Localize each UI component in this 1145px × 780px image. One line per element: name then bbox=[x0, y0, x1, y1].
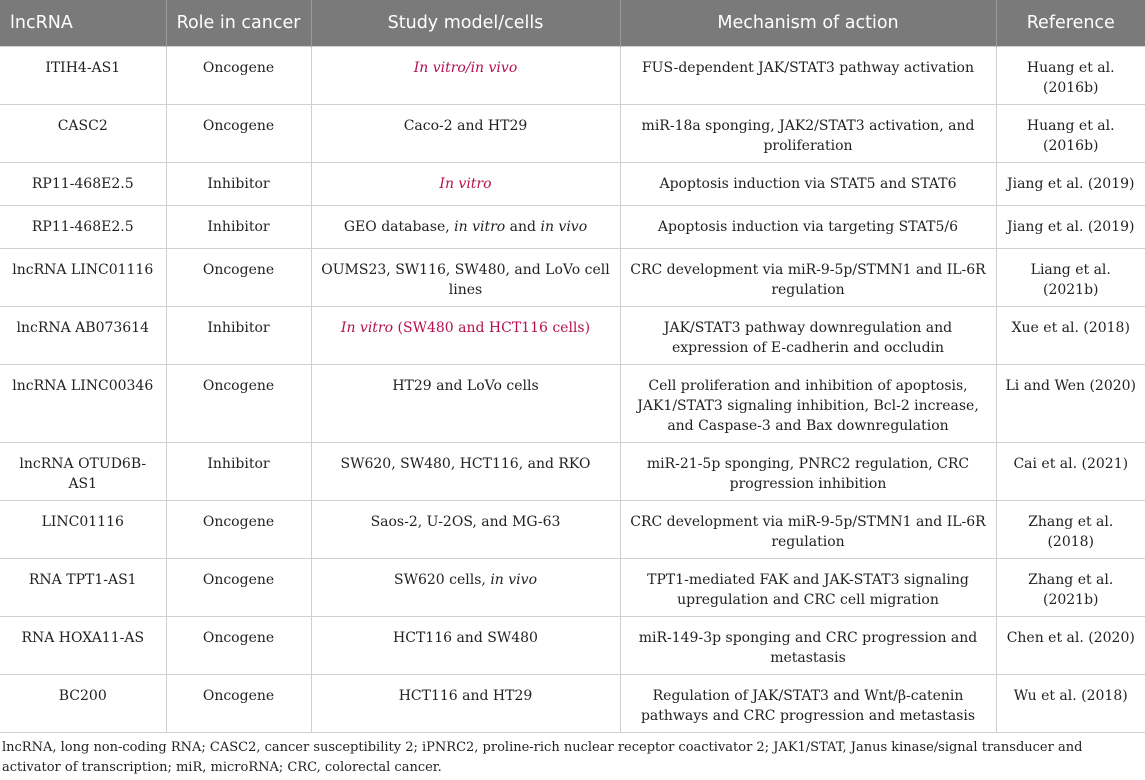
cell-role: Inhibitor bbox=[166, 443, 311, 501]
cell-model: OUMS23, SW116, SW480, and LoVo cell lines bbox=[311, 249, 620, 307]
cell-model: SW620, SW480, HCT116, and RKO bbox=[311, 443, 620, 501]
cell-role: Oncogene bbox=[166, 105, 311, 163]
cell-reference: Cai et al. (2021) bbox=[996, 443, 1145, 501]
cell-reference: Jiang et al. (2019) bbox=[996, 163, 1145, 206]
model-highlight: In vitro bbox=[340, 320, 394, 336]
cell-lncrna: RP11-468E2.5 bbox=[0, 206, 166, 249]
cell-mechanism: Regulation of JAK/STAT3 and Wnt/β-catenin pathways and CRC progression and metastasis bbox=[620, 675, 996, 733]
cell-mechanism: miR-149-3p sponging and CRC progression and metastasis bbox=[620, 617, 996, 675]
cell-lncrna: lncRNA LINC01116 bbox=[0, 249, 166, 307]
cell-model bbox=[311, 206, 620, 249]
cell-reference: Li and Wen (2020) bbox=[996, 365, 1145, 443]
column-header-reference: Reference bbox=[996, 0, 1145, 47]
cell-reference: Jiang et al. (2019) bbox=[996, 206, 1145, 249]
cell-model: HCT116 and HT29 bbox=[311, 675, 620, 733]
model-italic: in vivo bbox=[540, 219, 588, 235]
model-highlight: In vitro bbox=[439, 176, 492, 192]
cell-lncrna: RP11-468E2.5 bbox=[0, 163, 166, 206]
model-text: GEO database, bbox=[343, 219, 455, 235]
cell-lncrna: CASC2 bbox=[0, 105, 166, 163]
cell-role: Oncogene bbox=[166, 365, 311, 443]
table-header-row bbox=[0, 0, 1145, 47]
column-header-lncrna: lncRNA bbox=[0, 0, 166, 47]
cell-mechanism: miR-21-5p sponging, PNRC2 regulation, CRC progression inhibition bbox=[620, 443, 996, 501]
cell-model bbox=[311, 163, 620, 206]
table-row bbox=[0, 47, 1145, 105]
cell-mechanism: CRC development via miR-9-5p/STMN1 and IL-6R regulation bbox=[620, 249, 996, 307]
cell-role: Oncogene bbox=[166, 47, 311, 105]
table-row bbox=[0, 675, 1145, 733]
cell-reference: Zhang et al. (2021b) bbox=[996, 559, 1145, 617]
cell-role: Oncogene bbox=[166, 675, 311, 733]
cell-role: Oncogene bbox=[166, 501, 311, 559]
cell-mechanism: Cell proliferation and inhibition of apoptosis, JAK1/STAT3 signaling inhibition, Bcl-2 increase, and Caspase-3 and Bax downregulation bbox=[620, 365, 996, 443]
cell-lncrna: LINC01116 bbox=[0, 501, 166, 559]
cell-reference: Huang et al. (2016b) bbox=[996, 105, 1145, 163]
cell-mechanism: JAK/STAT3 pathway downregulation and expression of E-cadherin and occludin bbox=[620, 307, 996, 365]
cell-role: Oncogene bbox=[166, 617, 311, 675]
model-highlight: In vitro/in vivo bbox=[413, 60, 518, 76]
cell-model: Saos-2, U-2OS, and MG-63 bbox=[311, 501, 620, 559]
column-header-role: Role in cancer bbox=[166, 0, 311, 47]
cell-reference: Chen et al. (2020) bbox=[996, 617, 1145, 675]
cell-model bbox=[311, 307, 620, 365]
cell-reference: Xue et al. (2018) bbox=[996, 307, 1145, 365]
model-italic: in vivo bbox=[490, 572, 537, 588]
table-row bbox=[0, 307, 1145, 365]
cell-mechanism: FUS-dependent JAK/STAT3 pathway activation bbox=[620, 47, 996, 105]
cell-lncrna: lncRNA OTUD6B-AS1 bbox=[0, 443, 166, 501]
table-row bbox=[0, 443, 1145, 501]
cell-reference: Huang et al. (2016b) bbox=[996, 47, 1145, 105]
table-row bbox=[0, 249, 1145, 307]
cell-lncrna: BC200 bbox=[0, 675, 166, 733]
model-highlight: (SW480 and HCT116 cells) bbox=[393, 320, 591, 336]
table-row bbox=[0, 617, 1145, 675]
cell-reference: Liang et al. (2021b) bbox=[996, 249, 1145, 307]
cell-reference: Zhang et al. (2018) bbox=[996, 501, 1145, 559]
cell-reference: Wu et al. (2018) bbox=[996, 675, 1145, 733]
table-row bbox=[0, 559, 1145, 617]
cell-role: Inhibitor bbox=[166, 307, 311, 365]
cell-role: Inhibitor bbox=[166, 206, 311, 249]
column-header-model: Study model/cells bbox=[311, 0, 620, 47]
cell-mechanism: Apoptosis induction via targeting STAT5/6 bbox=[620, 206, 996, 249]
cell-mechanism: miR-18a sponging, JAK2/STAT3 activation, and proliferation bbox=[620, 105, 996, 163]
cell-role: Oncogene bbox=[166, 559, 311, 617]
cell-mechanism: CRC development via miR-9-5p/STMN1 and IL-6R regulation bbox=[620, 501, 996, 559]
cell-mechanism: Apoptosis induction via STAT5 and STAT6 bbox=[620, 163, 996, 206]
cell-model bbox=[311, 47, 620, 105]
table-row bbox=[0, 206, 1145, 249]
cell-lncrna: lncRNA LINC00346 bbox=[0, 365, 166, 443]
model-text: SW620 cells, bbox=[394, 572, 491, 588]
cell-lncrna: ITIH4-AS1 bbox=[0, 47, 166, 105]
cell-lncrna: lncRNA AB073614 bbox=[0, 307, 166, 365]
table-footnote: lncRNA, long non-coding RNA; CASC2, cancer susceptibility 2; iPNRC2, proline-rich nuclear receptor coactivator 2; JAK1/STAT, Janus kinase/signal transducer and activator of transcription; miR, microRNA; CRC, colorectal cancer. bbox=[2, 740, 1083, 775]
table-row bbox=[0, 501, 1145, 559]
cell-model: HT29 and LoVo cells bbox=[311, 365, 620, 443]
table-row bbox=[0, 365, 1145, 443]
cell-lncrna: RNA HOXA11-AS bbox=[0, 617, 166, 675]
cell-model: Caco-2 and HT29 bbox=[311, 105, 620, 163]
table-row bbox=[0, 105, 1145, 163]
cell-model bbox=[311, 559, 620, 617]
cell-role: Oncogene bbox=[166, 249, 311, 307]
cell-mechanism: TPT1-mediated FAK and JAK-STAT3 signaling upregulation and CRC cell migration bbox=[620, 559, 996, 617]
column-header-mechanism: Mechanism of action bbox=[620, 0, 996, 47]
cell-lncrna: RNA TPT1-AS1 bbox=[0, 559, 166, 617]
cell-role: Inhibitor bbox=[166, 163, 311, 206]
model-italic: in vitro bbox=[454, 219, 506, 235]
table-row bbox=[0, 163, 1145, 206]
cell-model: HCT116 and SW480 bbox=[311, 617, 620, 675]
model-text: and bbox=[505, 219, 541, 235]
